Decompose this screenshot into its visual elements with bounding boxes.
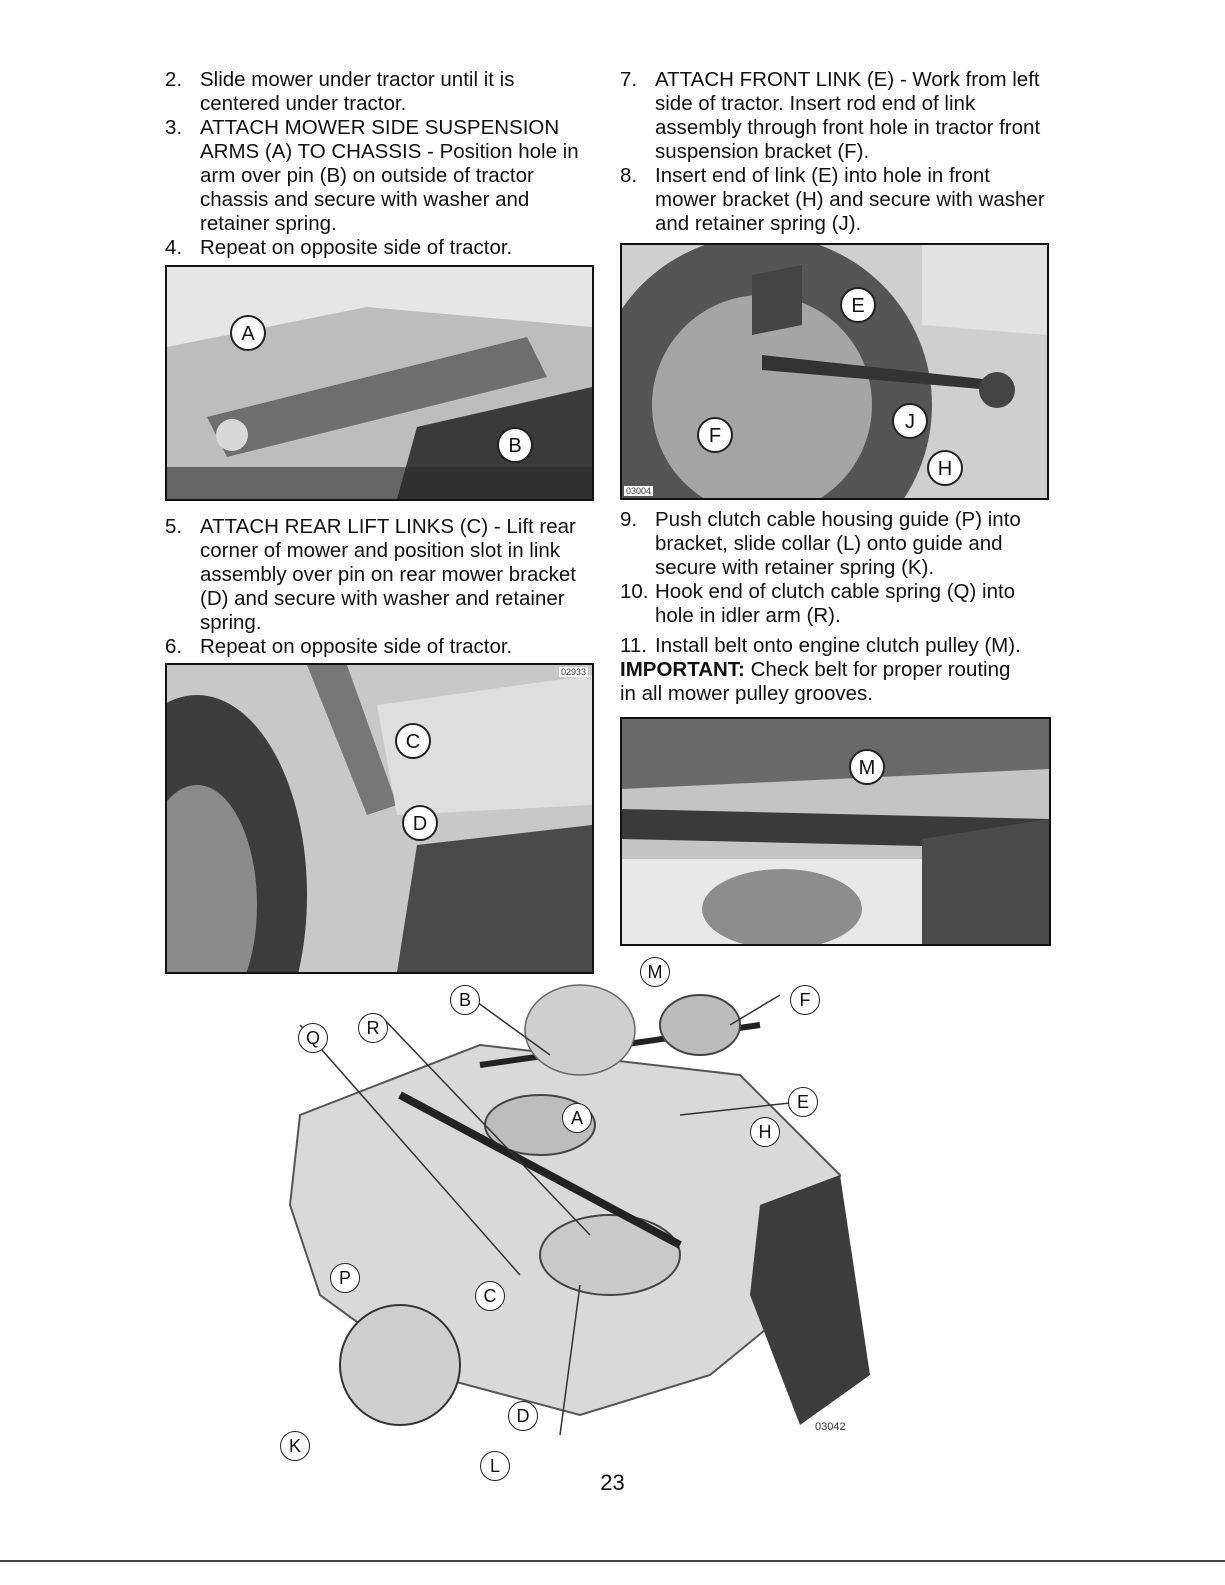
diagram-label-k: K	[280, 1431, 310, 1461]
diagram-label-p: P	[330, 1263, 360, 1293]
callout-a: A	[230, 315, 266, 351]
left-instructions-mid	[165, 515, 595, 659]
figure-code: 02933	[560, 667, 586, 677]
callout-b: B	[497, 427, 533, 463]
page-bottom-rule	[0, 1560, 1225, 1562]
diagram-label-a: A	[562, 1103, 592, 1133]
photo-engine-pulley	[620, 717, 1051, 946]
callout-m: M	[849, 749, 885, 785]
figure-code: 03004	[626, 486, 652, 496]
callout-h: H	[927, 450, 963, 486]
page-number: 23	[600, 1470, 625, 1495]
callout-f: F	[697, 417, 733, 453]
diagram-label-f: F	[790, 985, 820, 1015]
diagram-label-b: B	[450, 985, 480, 1015]
photo-rear-lift-link	[165, 663, 594, 974]
diagram-label-r: R	[358, 1013, 388, 1043]
step-11: 11. Install belt onto engine clutch pulley (M).	[620, 634, 1021, 657]
step-10: 10. Hook end of clutch cable spring (Q) into hole in idler arm (R).	[620, 580, 1016, 627]
right-instructions-mid	[620, 508, 1050, 706]
callout-e: E	[840, 287, 876, 323]
diagram-label-d: D	[508, 1401, 538, 1431]
step-5: 5. ATTACH REAR LIFT LINKS (C) - Lift rear corner of mower and position slot in link assembly over pin on rear mower bracket (D) and secure with washer and retainer spring.	[165, 515, 576, 634]
callout-d: D	[402, 805, 438, 841]
step-9: 9. Push clutch cable housing guide (P) into bracket, slide collar (L) onto guide and secure with retainer spring (K).	[620, 508, 1021, 579]
callout-j: J	[892, 403, 928, 439]
important-note: IMPORTANT: Check belt for proper routing in all mower pulley grooves.	[620, 658, 1011, 705]
callout-c: C	[395, 723, 431, 759]
step-4: 4. Repeat on opposite side of tractor.	[165, 236, 513, 259]
diagram-label-m: M	[640, 957, 670, 987]
step-3: 3. ATTACH MOWER SIDE SUSPENSION ARMS (A) TO CHASSIS - Position hole in arm over pin (B) on outside of tractor chassis and secure with washer and retainer spring.	[165, 116, 579, 235]
step-2: 2. Slide mower under tractor until it is centered under tractor.	[165, 68, 515, 115]
diagram-label-e: E	[788, 1087, 818, 1117]
mower-deck-diagram	[280, 955, 880, 1475]
diagram-label-c: C	[475, 1281, 505, 1311]
right-instructions-top	[620, 68, 1050, 236]
step-8: 8. Insert end of link (E) into hole in front mower bracket (H) and secure with washer and retainer spring (J).	[620, 164, 1045, 235]
step-6: 6. Repeat on opposite side of tractor.	[165, 635, 513, 658]
left-instructions-top	[165, 68, 595, 260]
photo-front-link	[620, 243, 1049, 500]
diagram-label-l: L	[480, 1451, 510, 1481]
diagram-code: 03042	[815, 1421, 846, 1433]
diagram-label-q: Q	[298, 1023, 328, 1053]
step-7: 7. ATTACH FRONT LINK (E) - Work from left side of tractor. Insert rod end of link assembly through front hole in tractor front suspension bracket (F).	[620, 68, 1041, 163]
photo-suspension-arm	[165, 265, 594, 501]
diagram-label-h: H	[750, 1117, 780, 1147]
